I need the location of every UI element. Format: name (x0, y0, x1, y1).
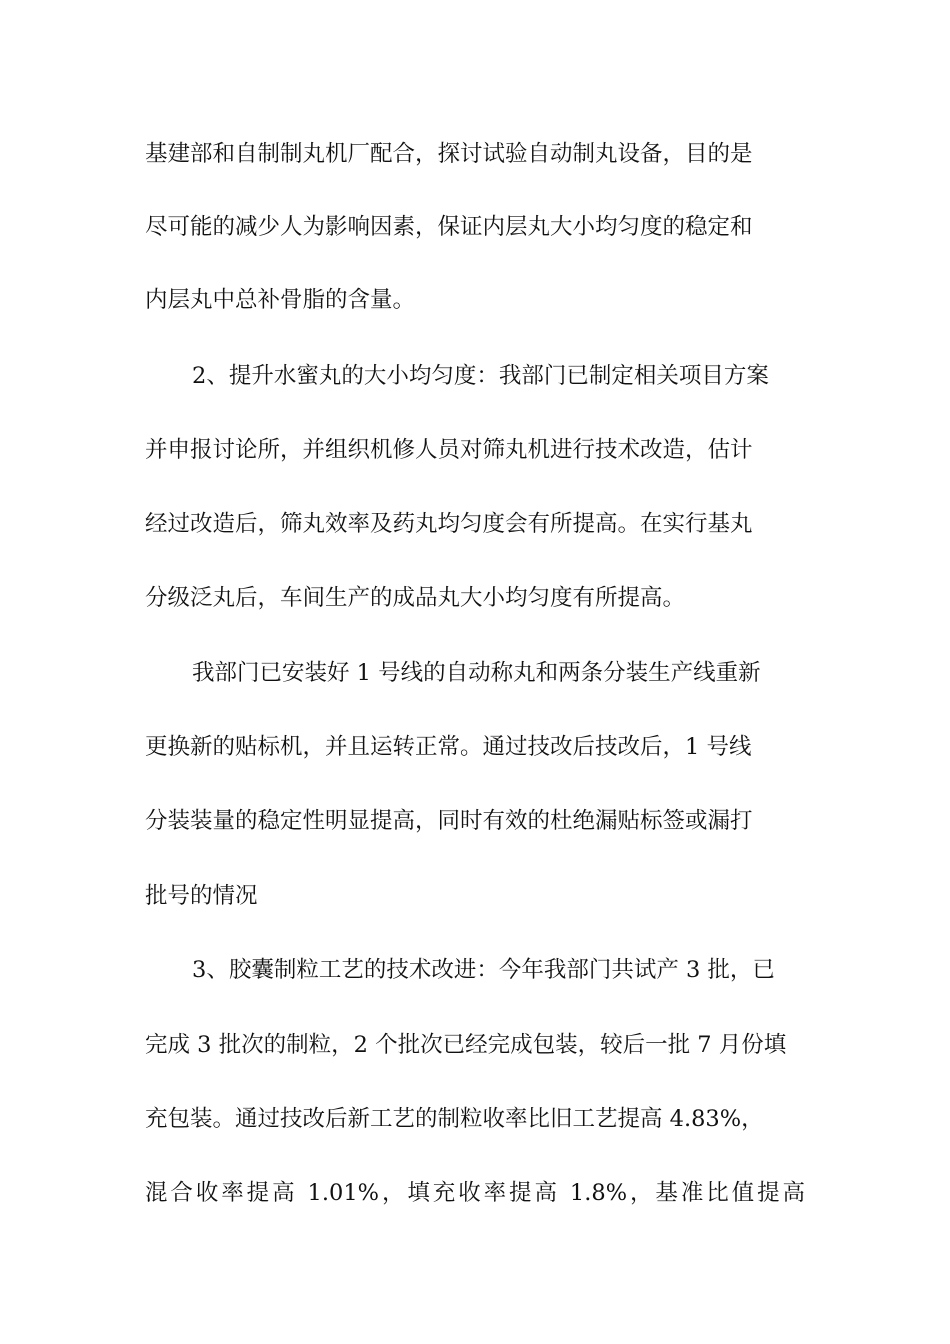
text-line-7: 分级泛丸后，车间生产的成品丸大小均匀度有所提高。 (145, 585, 686, 611)
text-line-6: 经过改造后，筛丸效率及药丸均匀度会有所提高。在实行基丸 (145, 511, 753, 537)
text-line-10: 分装装量的稳定性明显提高，同时有效的杜绝漏贴标签或漏打 (145, 808, 753, 834)
text-line-13: 完成 3 批次的制粒，2 个批次已经完成包装，较后一批 7 月份填 (145, 1032, 787, 1058)
text-line-11: 批号的情况 (145, 883, 258, 909)
text-line-1: 基建部和自制制丸机厂配合，探讨试验自动制丸设备，目的是 (145, 141, 753, 167)
text-line-3: 内层丸中总补骨脂的含量。 (145, 287, 416, 313)
text-line-9: 更换新的贴标机，并且运转正常。通过技改后技改后，1 号线 (145, 734, 752, 760)
text-line-4: 2、提升水蜜丸的大小均匀度：我部门已制定相关项目方案 (192, 363, 769, 389)
text-line-15: 混合收率提高 1.01%，填充收率提高 1.8%，基准比值提高 (145, 1180, 805, 1206)
text-line-14: 充包装。通过技改后新工艺的制粒收率比旧工艺提高 4.83%， (145, 1106, 764, 1132)
text-line-2: 尽可能的减少人为影响因素，保证内层丸大小均匀度的稳定和 (145, 214, 753, 240)
text-line-8: 我部门已安装好 1 号线的自动称丸和两条分装生产线重新 (192, 660, 761, 686)
text-line-12: 3、胶囊制粒工艺的技术改进：今年我部门共试产 3 批，已 (192, 957, 775, 983)
text-line-5: 并申报讨论所，并组织机修人员对筛丸机进行技术改造，估计 (145, 437, 753, 463)
